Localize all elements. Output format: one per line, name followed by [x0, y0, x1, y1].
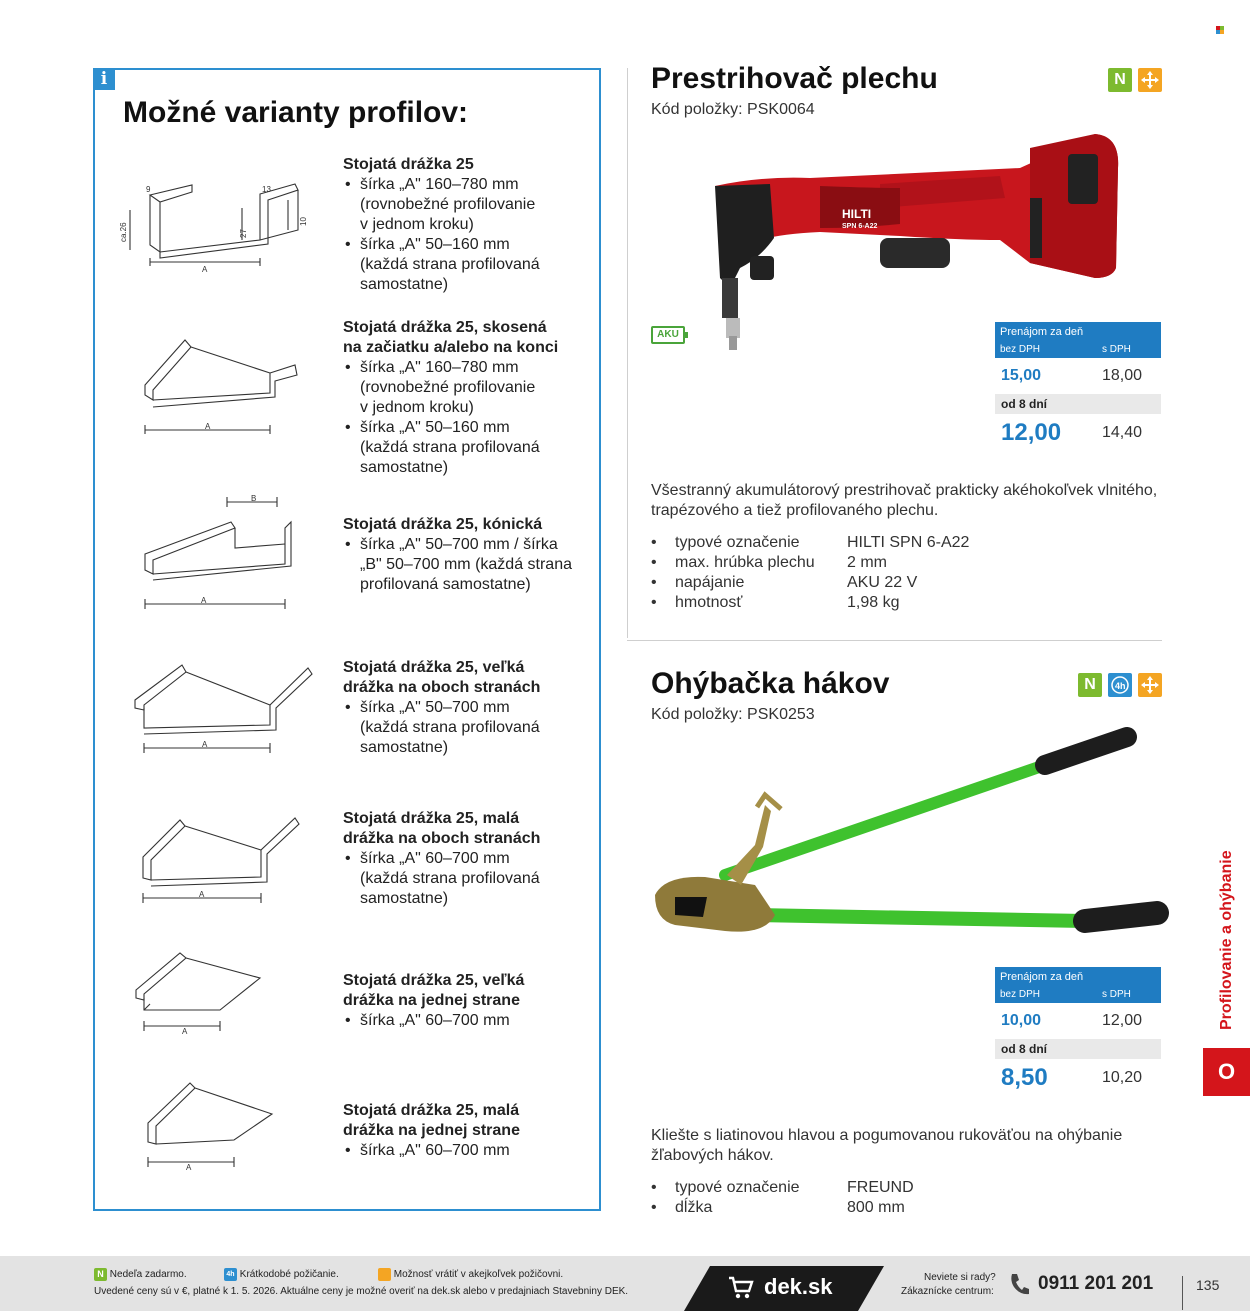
dimension-label: A: [202, 740, 208, 749]
tool-brand: HILTI: [842, 207, 872, 221]
daily-price-row: [995, 358, 1161, 394]
product-code: Kód položky: PSK0064: [651, 101, 815, 118]
section-tab-letter[interactable]: O: [1203, 1048, 1250, 1096]
column-divider: [627, 68, 628, 638]
return-anywhere-icon: [1138, 673, 1162, 697]
svg-text:4h: 4h: [1115, 681, 1126, 691]
dimension-label: 10: [299, 217, 308, 226]
product-title: Ohýbačka hákov: [651, 667, 890, 700]
product-divider: [627, 640, 1162, 641]
hook-bender-image: [645, 725, 1170, 950]
long-term-price-gross: 10,20: [1102, 1069, 1143, 1086]
product-code: Kód položky: PSK0253: [651, 706, 815, 723]
profile-drawing-4: [130, 660, 320, 760]
product-title: Prestrihovač plechu: [651, 62, 938, 95]
legend-return-anywhere: Možnosť vrátiť v akejkoľvek požičovni.: [378, 1268, 563, 1281]
nibbler-tool-image: [700, 128, 1130, 353]
dimension-label: A: [202, 265, 208, 274]
variant-title: Stojatá drážka 25, malá drážka na oboch stranách: [343, 810, 541, 847]
long-term-price-row: [995, 1059, 1161, 1099]
legend-sunday-free: N Nedeľa zadarmo.: [94, 1268, 187, 1281]
daily-price-row: [995, 1003, 1161, 1039]
tool-model: SPN 6-A22: [842, 223, 878, 230]
page-number: 135: [1196, 1277, 1220, 1293]
dimension-label: A: [205, 422, 211, 431]
sunday-free-badge: N: [1108, 68, 1132, 92]
profile-drawing-2: [135, 335, 315, 435]
profile-drawing-6: [130, 948, 280, 1040]
price-note: Uvedené ceny sú v €, platné k 1. 5. 2026. Aktuálne ceny je možné overiť na dek.sk alebo v predajniach Stavebniny DEK.: [94, 1286, 629, 1297]
variant-title: Stojatá drážka 25: [343, 156, 474, 173]
price-header: Prenájom za deň bez DPH s DPH: [995, 967, 1161, 1003]
long-term-price-net: 12,00: [1001, 419, 1062, 446]
profile-drawing-5: [135, 812, 315, 912]
daily-price-gross: 12,00: [1102, 1012, 1143, 1029]
dimension-label: A: [201, 596, 207, 605]
phone-number[interactable]: 0911 201 201: [1038, 1273, 1154, 1294]
price-header: Prenájom za deň bez DPH s DPH: [995, 322, 1161, 358]
variant-title: Stojatá drážka 25, malá drážka na jednej strane: [343, 1102, 520, 1139]
dimension-label: A: [199, 890, 205, 899]
long-term-price-gross: 14,40: [1102, 424, 1143, 441]
sunday-free-badge: N: [1078, 673, 1102, 697]
variant-title: Stojatá drážka 25, kónická: [343, 516, 543, 533]
dimension-label: B: [251, 494, 257, 503]
profile-drawing-7: [138, 1078, 278, 1176]
variant-bullet: • šírka „A" 60–700 mm: [343, 1141, 593, 1161]
profile-drawing-1: [120, 180, 320, 276]
daily-price-gross: 18,00: [1102, 367, 1143, 384]
section-tab-label: Profilovanie a ohýbanie: [1218, 850, 1235, 1030]
legend-short-term: 4h Krátkodobé požičanie.: [224, 1268, 339, 1281]
product-description: Kliešte s liatinovou hlavou a pogumovanou rukoväťou na ohýbanie žľabových hákov.: [651, 1127, 1123, 1164]
variant-bullet: • šírka „A" 160–780 mm (rovnobežné profilovanie v jednom kroku): [343, 175, 593, 235]
advice-question: Neviete si rady?: [924, 1272, 996, 1283]
short-term-rental-icon: [1108, 673, 1132, 697]
variant-5: [343, 809, 593, 909]
variant-bullet: • šírka „A" 50–700 mm / šírka „B" 50–700 mm (každá strana profilovaná samostatne): [343, 535, 593, 595]
dimension-label: 9: [146, 185, 151, 194]
variant-bullet: • šírka „A" 50–160 mm (každá strana profilovaná samostatne): [343, 418, 593, 478]
daily-price-net: 15,00: [1001, 367, 1042, 384]
page-divider: [1182, 1276, 1183, 1310]
variant-title: Stojatá drážka 25, veľká drážka na oboch stranách: [343, 659, 541, 696]
variant-6: [343, 971, 593, 1031]
long-term-label: od 8 dní: [995, 1039, 1161, 1059]
variant-bullet: • šírka „A" 50–160 mm (každá strana profilovaná samostatne): [343, 235, 593, 295]
long-term-price-net: 8,50: [1001, 1064, 1048, 1091]
rental-price-box: [995, 967, 1161, 1099]
variant-4: [343, 658, 593, 758]
customer-center-label: Zákaznícke centrum:: [901, 1286, 994, 1297]
dimension-label: A: [182, 1027, 188, 1036]
variant-2: [343, 318, 593, 478]
variants-title: Možné varianty profilov:: [123, 96, 469, 129]
product-description: Všestranný akumulátorový prestrihovač prakticky akéhokoľvek vlnitého, trapézového a tiež profilovaného plechu.: [651, 482, 1158, 519]
dimension-label: ca.26: [119, 222, 128, 242]
return-anywhere-icon: [378, 1268, 391, 1281]
rental-price-box: [995, 322, 1161, 454]
variant-bullet: • šírka „A" 60–700 mm (každá strana profilovaná samostatne): [343, 849, 593, 909]
short-term-rental-icon: 4h: [224, 1268, 237, 1281]
return-anywhere-icon: [1138, 68, 1162, 92]
long-term-label: od 8 dní: [995, 394, 1161, 414]
variant-1: [343, 155, 593, 295]
dimension-label: 27: [239, 229, 248, 238]
variant-7: [343, 1101, 593, 1161]
battery-aku-badge: AKU: [651, 326, 685, 344]
dimension-label: 13: [262, 185, 271, 194]
dimension-label: A: [186, 1163, 192, 1172]
long-term-price-row: [995, 414, 1161, 454]
variant-3: [343, 515, 593, 595]
sunday-free-badge: N: [94, 1268, 107, 1281]
variant-bullet: • šírka „A" 50–700 mm (každá strana profilovaná samostatne): [343, 698, 593, 758]
variant-bullet: • šírka „A" 160–780 mm (rovnobežné profilovanie v jednom kroku): [343, 358, 593, 418]
info-icon: i: [93, 68, 115, 90]
cart-icon: [728, 1276, 754, 1300]
daily-price-net: 10,00: [1001, 1012, 1042, 1029]
profile-drawing-3: [135, 492, 315, 612]
corner-color-mark: [1216, 26, 1224, 34]
brand-link[interactable]: dek.sk: [764, 1274, 833, 1299]
phone-icon: [1008, 1272, 1030, 1296]
variant-title: Stojatá drážka 25, veľká drážka na jednej strane: [343, 972, 525, 1009]
variant-title: Stojatá drážka 25, skosená na začiatku a/alebo na konci: [343, 319, 559, 356]
variant-bullet: • šírka „A" 60–700 mm: [343, 1011, 593, 1031]
